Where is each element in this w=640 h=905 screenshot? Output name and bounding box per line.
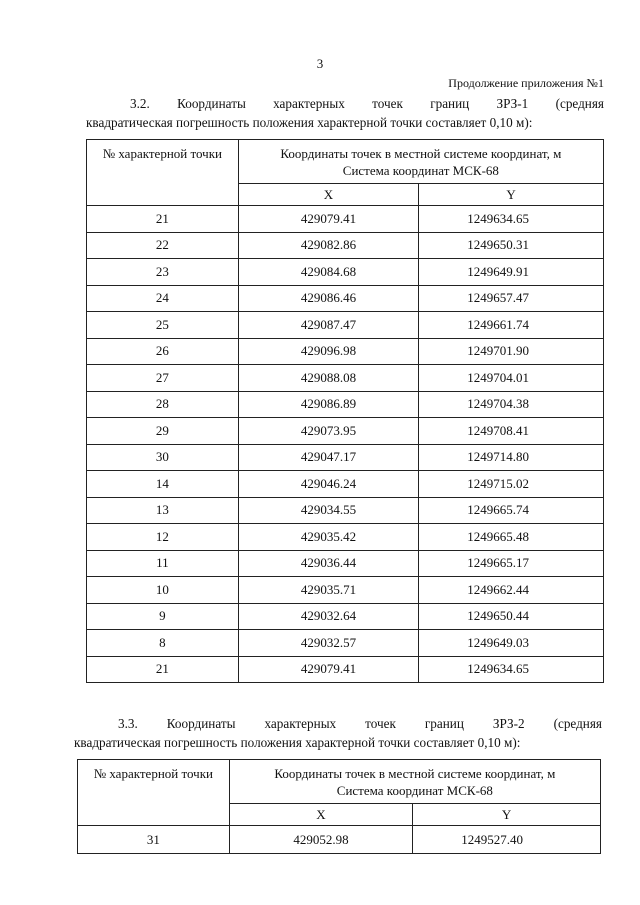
x-cell: 429084.68	[238, 259, 419, 286]
section-3-3-intro	[74, 714, 602, 752]
x-cell: 429096.98	[238, 338, 419, 365]
coordinates-header-line1: Координаты точек в местной системе координат, м	[274, 765, 556, 781]
table-row	[87, 259, 604, 286]
x-column-header: X	[229, 804, 413, 826]
table-row	[87, 656, 604, 683]
y-cell: 1249714.80	[419, 444, 604, 471]
coordinates-header	[238, 140, 603, 184]
y-cell: 1249661.74	[419, 312, 604, 339]
x-cell: 429073.95	[238, 418, 419, 445]
table-row	[87, 550, 604, 577]
section-3-2-intro	[86, 94, 604, 132]
appendix-note: Продолжение приложения №1	[448, 76, 604, 90]
y-cell: 1249665.48	[419, 524, 604, 551]
table-row	[87, 365, 604, 392]
y-cell: 1249715.02	[419, 471, 604, 498]
y-cell: 1249657.47	[419, 285, 604, 312]
x-cell: 429087.47	[238, 312, 419, 339]
x-cell: 429088.08	[238, 365, 419, 392]
table-row	[87, 444, 604, 471]
x-cell: 429047.17	[238, 444, 419, 471]
point-cell: 12	[87, 524, 239, 551]
point-cell: 9	[87, 603, 239, 630]
table-row	[87, 418, 604, 445]
point-cell: 26	[87, 338, 239, 365]
y-cell: 1249665.17	[419, 550, 604, 577]
x-cell: 429032.64	[238, 603, 419, 630]
y-cell: 1249665.74	[419, 497, 604, 524]
y-cell: 1249708.41	[419, 418, 604, 445]
y-column-header: Y	[419, 184, 604, 206]
point-cell: 30	[87, 444, 239, 471]
table-row	[87, 206, 604, 233]
section-3-2-line2: квадратическая погрешность положения характерной точки составляет 0,10 м):	[86, 115, 533, 130]
x-cell: 429046.24	[238, 471, 419, 498]
y-cell: 1249634.65	[419, 656, 604, 683]
point-cell: 21	[87, 206, 239, 233]
point-cell: 10	[87, 577, 239, 604]
coordinates-table-zrz2	[77, 759, 601, 854]
x-cell: 429086.46	[238, 285, 419, 312]
coordinates-header-line2: Система координат МСК-68	[336, 782, 493, 798]
table-row	[87, 312, 604, 339]
point-cell: 31	[78, 826, 230, 854]
table-row	[87, 524, 604, 551]
y-cell: 1249650.31	[419, 232, 604, 259]
point-cell: 29	[87, 418, 239, 445]
table-row	[78, 826, 601, 854]
x-cell: 429035.42	[238, 524, 419, 551]
point-cell: 22	[87, 232, 239, 259]
point-cell: 8	[87, 630, 239, 657]
x-cell: 429086.89	[238, 391, 419, 418]
point-cell: 23	[87, 259, 239, 286]
point-cell: 24	[87, 285, 239, 312]
point-cell: 25	[87, 312, 239, 339]
y-cell: 1249701.90	[419, 338, 604, 365]
point-cell: 28	[87, 391, 239, 418]
coordinates-header-line1: Координаты точек в местной системе координат, м	[280, 145, 562, 161]
table-row	[87, 577, 604, 604]
coordinates-table-body	[87, 206, 604, 683]
table-row	[87, 603, 604, 630]
point-column-header: № характерной точки	[87, 140, 239, 206]
x-cell: 429036.44	[238, 550, 419, 577]
coordinates-table-body	[78, 826, 601, 854]
y-cell: 1249662.44	[419, 577, 604, 604]
x-cell: 429052.98	[229, 826, 413, 854]
y-column-header: Y	[413, 804, 601, 826]
x-cell: 429079.41	[238, 206, 419, 233]
section-3-3-line2: квадратическая погрешность положения характерной точки составляет 0,10 м):	[74, 735, 521, 750]
point-cell: 21	[87, 656, 239, 683]
point-cell: 11	[87, 550, 239, 577]
y-cell: 1249634.65	[419, 206, 604, 233]
x-cell: 429082.86	[238, 232, 419, 259]
x-column-header: X	[238, 184, 419, 206]
coordinates-header	[229, 760, 600, 804]
y-cell: 1249704.38	[419, 391, 604, 418]
x-cell: 429034.55	[238, 497, 419, 524]
point-cell: 13	[87, 497, 239, 524]
section-3-3-line1: 3.3. Координаты характерных точек границ ЗРЗ-2 (средняя	[118, 716, 602, 731]
page-number: 3	[316, 56, 324, 71]
section-3-2-line1: 3.2. Координаты характерных точек границ ЗРЗ-1 (средняя	[130, 96, 604, 111]
table-row	[87, 471, 604, 498]
point-cell: 14	[87, 471, 239, 498]
table-row	[87, 391, 604, 418]
y-cell: 1249704.01	[419, 365, 604, 392]
x-cell: 429079.41	[238, 656, 419, 683]
point-cell: 27	[87, 365, 239, 392]
table-row	[87, 630, 604, 657]
table-row	[87, 497, 604, 524]
table-row	[87, 232, 604, 259]
table-row	[87, 285, 604, 312]
y-cell: 1249527.40	[413, 826, 601, 854]
x-cell: 429035.71	[238, 577, 419, 604]
y-cell: 1249649.03	[419, 630, 604, 657]
y-cell: 1249650.44	[419, 603, 604, 630]
coordinates-header-line2: Система координат МСК-68	[342, 162, 499, 178]
coordinates-table-zrz1	[86, 139, 604, 683]
point-column-header: № характерной точки	[78, 760, 230, 826]
table-row	[87, 338, 604, 365]
y-cell: 1249649.91	[419, 259, 604, 286]
x-cell: 429032.57	[238, 630, 419, 657]
